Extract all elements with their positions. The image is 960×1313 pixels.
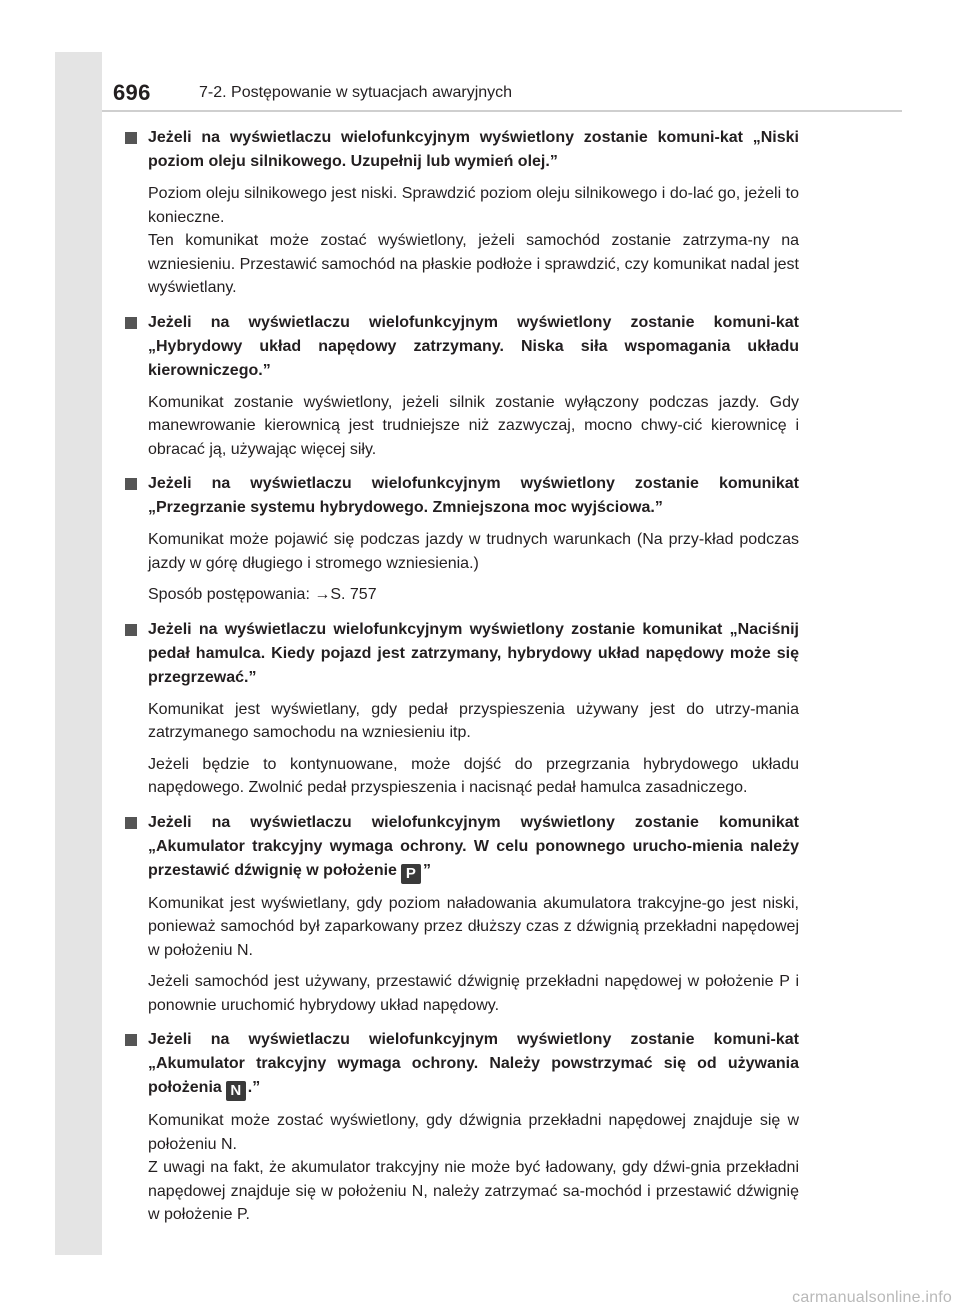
- square-bullet-icon: [125, 624, 137, 636]
- section-heading: [122, 811, 799, 884]
- page-reference: Sposób postępowania: →S. 757: [148, 586, 377, 603]
- heading-text: Jeżeli na wyświetlaczu wielofunkcyjnym wyświetlony zostanie komunikat „Naciśnij pedał hamulca. Kiedy pojazd jest zatrzymany, hybrydowy układ napędowy może się przegrzewać.”: [148, 620, 799, 686]
- section-heading: [122, 311, 799, 383]
- heading-text-end: ”: [422, 861, 431, 879]
- paragraph: Poziom oleju silnikowego jest niski. Sprawdzić poziom oleju silnikowego i do-lać go, jeżeli to konieczne.: [148, 185, 799, 226]
- square-bullet-icon: [125, 317, 137, 329]
- paragraph: Jeżeli samochód jest używany, przestawić dźwignię przekładni napędowej w położenie P i ponownie uruchomić hybrydowy układ napędowy.: [148, 973, 799, 1014]
- paragraph: Komunikat może zostać wyświetlony, gdy dźwignia przekładni napędowej znajduje się w położeniu N.: [148, 1112, 799, 1153]
- paragraph: Komunikat zostanie wyświetlony, jeżeli silnik zostanie wyłączony podczas jazdy. Gdy manewrowanie kierownicą jest trudniejsze niż zazwyczaj, mocno chwy-cić kierownicę i obracać ją, używając więcej siły.: [148, 393, 799, 458]
- heading-text-end: .”: [247, 1079, 261, 1096]
- section-low-oil: [122, 126, 799, 300]
- paragraph: Ten komunikat może zostać wyświetlony, jeżeli samochód zostanie zatrzyma-ny na wzniesieniu. Przestawić samochód na płaskie podłoże i sprawdzić, czy komunikat nadal jest wyświetlany.: [148, 232, 799, 296]
- section-hybrid-stopped: [122, 311, 799, 462]
- paragraph: Komunikat może pojawić się podczas jazdy w trudnych warunkach (Na przy-kład podczas jazdy w górę długiego i stromego wzniesienia.): [148, 531, 799, 572]
- heading-text: Jeżeli na wyświetlaczu wielofunkcyjnym wyświetlony zostanie komuni-kat „Akumulator trakcyjny wymaga ochrony. Należy powstrzymać się od używania położenia: [148, 1031, 799, 1096]
- paragraph: Jeżeli będzie to kontynuowane, może dojść do przegrzania hybrydowego układu napędowego. Zwolnić pedał przyspieszenia i nacisnąć pedał hamulca zasadniczego.: [148, 755, 799, 796]
- paragraph: Komunikat jest wyświetlany, gdy pedał przyspieszenia używany jest do utrzy-mania zatrzymanego samochodu na wzniesieniu itp.: [148, 700, 799, 741]
- park-position-icon: P: [401, 864, 421, 884]
- square-bullet-icon: [125, 817, 137, 829]
- side-band: [55, 52, 102, 1255]
- neutral-position-icon: N: [226, 1081, 246, 1101]
- heading-text: Jeżeli na wyświetlaczu wielofunkcyjnym wyświetlony zostanie komunikat „Przegrzanie systemu hybrydowego. Zmniejszona moc wyjściowa.”: [148, 475, 799, 516]
- square-bullet-icon: [125, 478, 137, 490]
- section-press-brake: [122, 618, 799, 800]
- square-bullet-icon: [125, 1034, 137, 1046]
- section-heading: [122, 472, 799, 520]
- section-heading: [122, 126, 799, 174]
- page-content: [122, 126, 799, 1238]
- paragraph: Komunikat jest wyświetlany, gdy poziom naładowania akumulatora trakcyjne-go jest niski, ponieważ samochód był zaparkowany przez dłuższy czas z dźwignią przekładni napędowej w położeniu N.: [148, 894, 799, 959]
- square-bullet-icon: [125, 132, 137, 144]
- section-heading: [122, 618, 799, 690]
- paragraph: Z uwagi na fakt, że akumulator trakcyjny nie może być ładowany, gdy dźwi-gnia przekładni napędowej znajduje się w położeniu N, należy zatrzymać sa-mochód i przestawić dźwignię w położenie P.: [148, 1159, 799, 1223]
- page-number: 696: [113, 80, 151, 105]
- section-heading: [122, 1028, 799, 1101]
- section-battery-avoid-n: [122, 1028, 799, 1227]
- watermark: carmanualsonline.info: [792, 1289, 952, 1306]
- heading-text: Jeżeli na wyświetlaczu wielofunkcyjnym wyświetlony zostanie komunikat „Akumulator trakcyjny wymaga ochrony. W celu ponownego urucho-mienia należy przestawić dźwignię w położenie: [148, 813, 799, 879]
- section-battery-shift-p: [122, 811, 799, 1018]
- page-header: [102, 52, 902, 112]
- chapter-title: 7-2. Postępowanie w sytuacjach awaryjnych: [199, 84, 513, 101]
- heading-text: Jeżeli na wyświetlaczu wielofunkcyjnym wyświetlony zostanie komuni-kat „Niski poziom oleju silnikowego. Uzupełnij lub wymień olej.”: [148, 129, 799, 170]
- section-hybrid-overheat: [122, 472, 799, 607]
- heading-text: Jeżeli na wyświetlaczu wielofunkcyjnym wyświetlony zostanie komuni-kat „Hybrydowy układ napędowy zatrzymany. Niska siła wspomagania układu kierowniczego.”: [148, 313, 799, 379]
